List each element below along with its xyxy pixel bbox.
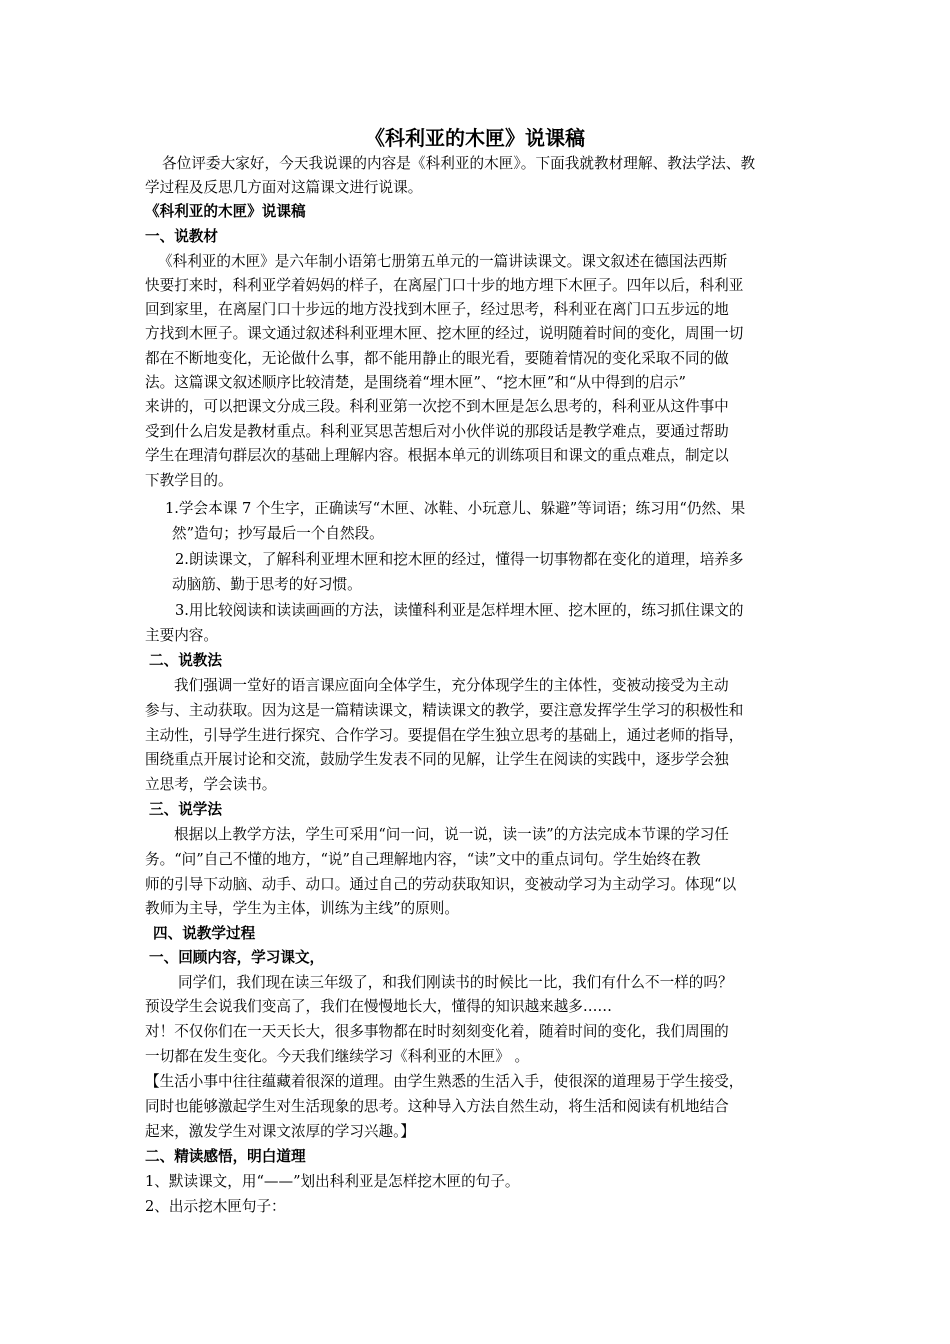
text-line: 法。这篇课文叙述顺序比较清楚，是围绕着“埋木匣”、“挖木匣”和“从中得到的启示” (145, 374, 686, 391)
text-line: 1、默读课文，用“——”划出科利亚是怎样挖木匣的句子。 (145, 1173, 520, 1190)
text-line: 3.用比较阅读和读读画画的方法，读懂科利亚是怎样埋木匣、挖木匣的，练习抓住课文的 (175, 602, 744, 619)
section-heading: 《科利亚的木匣》说课稿 (145, 203, 306, 220)
text-line: 来讲的，可以把课文分成三段。科利亚第一次挖不到木匣是怎么思考的，科利亚从这件事中 (145, 398, 729, 415)
text-line: 务。“问”自己不懂的地方，“说”自己理解地内容，“读”文中的重点词句。学生始终在教 (145, 851, 701, 868)
text-line: 同学们，我们现在读三年级了，和我们刚读书的时候比一比，我们有什么不一样的吗？ (178, 974, 733, 991)
text-line: 各位评委大家好，今天我说课的内容是《科利亚的木匣》。下面我就教材理解、教法学法、教 (162, 155, 756, 172)
text-line: 起来，激发学生对课文浓厚的学习兴趣。】 (145, 1123, 415, 1140)
section-heading: 四、说教学过程 (153, 925, 256, 942)
text-line: 下教学目的。 (145, 472, 233, 489)
section-heading: 一、回顾内容，学习课文， (149, 949, 325, 966)
text-line: 学过程及反思几方面对这篇课文进行说课。 (145, 179, 423, 196)
text-line: 动脑筋、勤于思考的好习惯。 (172, 576, 362, 593)
text-line: 然”造句；抄写最后一个自然段。 (172, 525, 384, 542)
text-line: 快要打来时，科利亚学着妈妈的样子，在离屋门口十步的地方埋下木匣子。四年以后，科利亚 (145, 277, 744, 294)
section-heading: 二、说教法 (149, 652, 222, 669)
text-line: 同时也能够激起学生对生活现象的思考。这种导入方法自然生动，将生活和阅读有机地结合 (145, 1098, 729, 1115)
text-line: 1.学会本课 7 个生字，正确读写“木匣、冰鞋、小玩意儿、躲避”等词语；练习用“仍然、果 (165, 500, 746, 517)
document-title: 《科利亚的木匣》说课稿 (365, 126, 585, 150)
text-line: 立思考，学会读书。 (145, 776, 277, 793)
text-line: 我们强调一堂好的语言课应面向全体学生，充分体现学生的主体性，变被动接受为主动 (174, 677, 729, 694)
text-line: 都在不断地变化，无论做什么事，都不能用静止的眼光看，要随着情况的变化采取不同的做 (145, 350, 729, 367)
text-line: 对！不仅你们在一天天长大，很多事物都在时时刻刻变化着，随着时间的变化，我们周围的 (145, 1023, 729, 1040)
section-heading: 二、精读感悟，明白道理 (145, 1148, 306, 1165)
section-heading: 一、说教材 (145, 228, 218, 245)
text-line: 围绕重点开展讨论和交流，鼓励学生发表不同的见解，让学生在阅读的实践中，逐步学会独 (145, 751, 729, 768)
text-line: 2、出示挖木匣句子： (145, 1198, 286, 1215)
section-heading: 三、说学法 (149, 801, 222, 818)
text-line: 教师为主导，学生为主体，训练为主线”的原则。 (145, 900, 459, 917)
text-line: 【生活小事中往往蕴藏着很深的道理。由学生熟悉的生活入手，使很深的道理易于学生接受， (145, 1073, 744, 1090)
text-line: 2.朗读课文，了解科利亚埋木匣和挖木匣的经过，懂得一切事物都在变化的道理，培养多 (175, 551, 744, 568)
text-line: 回到家里，在离屋门口十步远的地方没找到木匣子，经过思考，科利亚在离门口五步远的地 (145, 301, 729, 318)
text-line: 预设学生会说我们变高了，我们在慢慢地长大，懂得的知识越来越多…… (145, 998, 613, 1015)
text-line: 一切都在发生变化。今天我们继续学习《科利亚的木匣》 。 (145, 1048, 530, 1065)
text-line: 参与、主动获取。因为这是一篇精读课文，精读课文的教学，要注意发挥学生学习的积极性和 (145, 702, 744, 719)
text-line: 方找到木匣子。课文通过叙述科利亚埋木匣、挖木匣的经过，说明随着时间的变化，周围一切 (145, 325, 744, 342)
text-line: 主动性，引导学生进行探究、合作学习。要提倡在学生独立思考的基础上，通过老师的指导， (145, 727, 744, 744)
text-line: 师的引导下动脑、动手、动口。通过自己的劳动获取知识，变被动学习为主动学习。体现“以 (145, 876, 737, 893)
text-line: 学生在理清句群层次的基础上理解内容。根据本单元的训练项目和课文的重点难点，制定以 (145, 447, 729, 464)
text-line: 根据以上教学方法，学生可采用“问一问，说一说，读一读”的方法完成本节课的学习任 (174, 826, 729, 843)
text-line: 主要内容。 (145, 627, 218, 644)
text-line: 受到什么启发是教材重点。科利亚冥思苦想后对小伙伴说的那段话是教学难点，要通过帮助 (145, 423, 729, 440)
text-line: 《科利亚的木匣》是六年制小语第七册第五单元的一篇讲读课文。课文叙述在德国法西斯 (158, 253, 728, 270)
